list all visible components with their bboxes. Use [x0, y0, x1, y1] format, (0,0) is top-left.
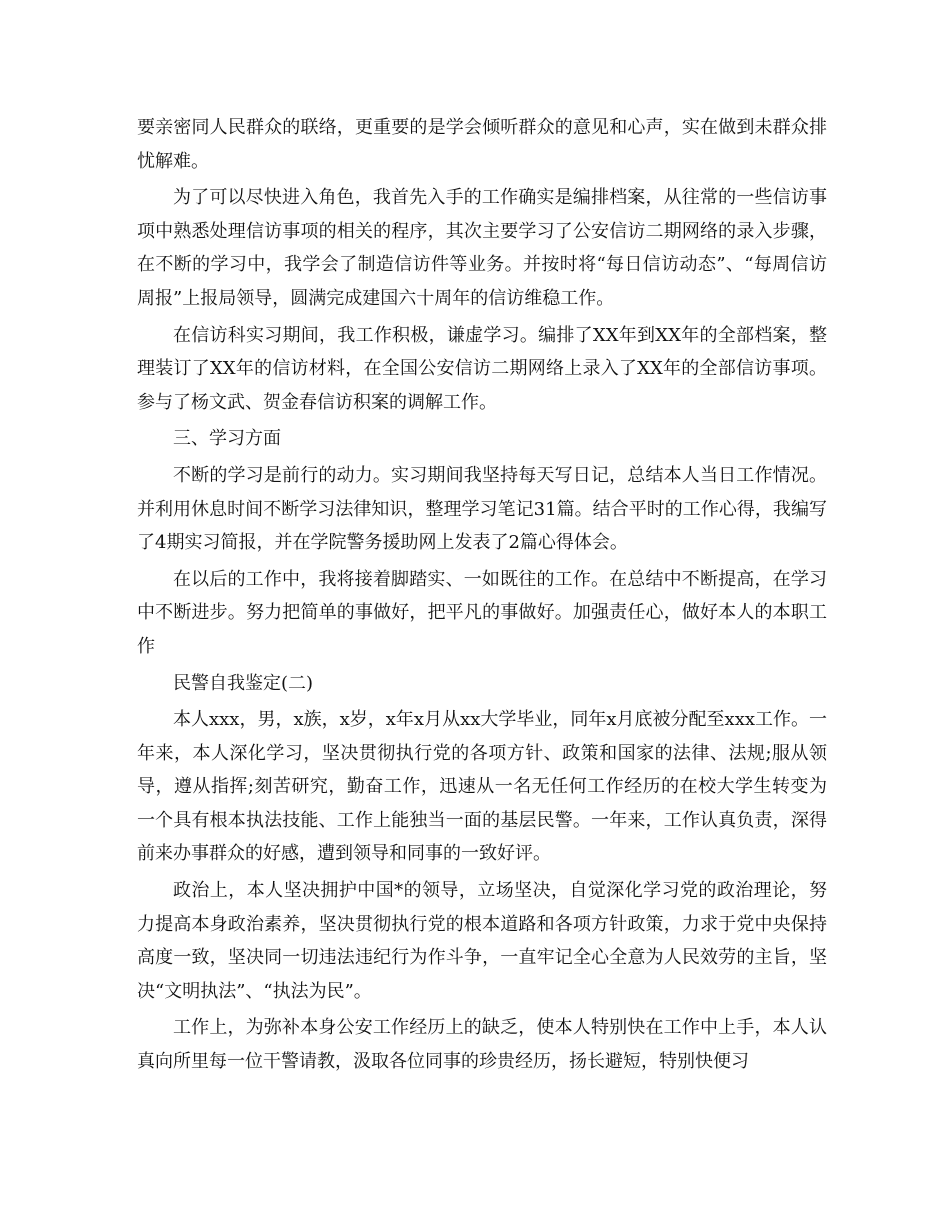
- paragraph-2: 为了可以尽快进入角色，我首先入手的工作确实是编排档案，从往常的一些信访事项中熟悉处理信访事项的相关的程序，其次主要学习了公安信访二期网络的录入步骤，在不断的学习中，我学会了制造信访件等业务。并按时将“每日信访动态”、“每周信访周报”上报局领导，圆满完成建国六十周年的信访维稳工作。: [137, 187, 827, 309]
- paragraph-3: 在信访科实习期间，我工作积极，谦虚学习。编排了XX年到XX年的全部档案，整理装订了XX年的信访材料，在全国公安信访二期网络上录入了XX年的全部信访事项。参与了杨文武、贺金春信访积案的调解工作。: [137, 324, 827, 413]
- section-heading-study: 三、学习方面: [173, 428, 281, 450]
- document-page: [137, 111, 827, 1082]
- paragraph-1: 要亲密同人民群众的联络，更重要的是学会倾听群众的意见和心声，实在做到未群众排忧解难。: [137, 117, 827, 172]
- paragraph-10: 工作上，为弥补本身公安工作经历上的缺乏，使本人特别快在工作中上手，本人认真向所里每一位干警请教，汲取各位同事的珍贵经历，扬长避短，特别快便习: [137, 1017, 827, 1073]
- paragraph-5: 不断的学习是前行的动力。实习期间我坚持每天写日记，总结本人当日工作情况。并利用休息时间不断学习法律知识，整理学习笔记31篇。结合平时的工作心得，我编写了4期实习简报，并在学院警务援助网上发表了2篇心得体会。: [137, 464, 827, 554]
- section-heading-self-appraisal: 民警自我鉴定(二): [173, 672, 314, 694]
- paragraph-9: 政治上，本人坚决拥护中国*的领导，立场坚决，自觉深化学习党的政治理论，努力提高本身政治素养，坚决贯彻执行党的根本道路和各项方针政策，力求于党中央保持高度一致，坚决同一切违法违纪行为作斗争，一直牢记全心全意为人民效劳的主旨，坚决“文明执法”、“执法为民”。: [137, 880, 827, 1002]
- paragraph-8: 本人xxx，男，x族，x岁，x年x月从xx大学毕业，同年x月底被分配至xxx工作。一年来，本人深化学习，坚决贯彻执行党的各项方针、政策和国家的法律、法规;服从领导，遵从指挥;刻苦研究，勤奋工作，迅速从一名无任何工作经历的在校大学生转变为一个具有根本执法技能、工作上能独当一面的基层民警。一年来，工作认真负责，深得前来办事群众的好感，遭到领导和同事的一致好评。: [137, 709, 827, 865]
- paragraph-6: 在以后的工作中，我将接着脚踏实、一如既往的工作。在总结中不断提高，在学习中不断进步。努力把简单的事做好，把平凡的事做好。加强责任心，做好本人的本职工作: [137, 568, 827, 657]
